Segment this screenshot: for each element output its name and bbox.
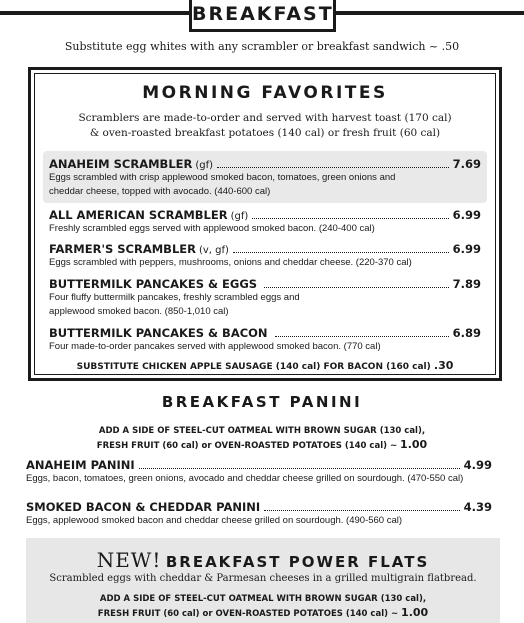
item-description: applewood smoked bacon. (850-1,010 cal)	[49, 306, 229, 317]
item-name: ANAHEIM PANINI	[26, 458, 135, 472]
add-side-line-2	[0, 438, 524, 453]
morning-favorites-title: MORNING FAVORITES	[142, 83, 388, 103]
item-description: Eggs, bacon, tomatoes, green onions, avocado and cheddar cheese grilled on sourdough. (470-550 cal)	[26, 473, 464, 484]
menu-item-farmers-scrambler	[49, 242, 481, 270]
item-tag: (v, gf)	[198, 245, 229, 256]
item-tag: (gf)	[230, 211, 249, 222]
morning-favorites-intro	[35, 111, 495, 141]
power-flats-heading	[26, 548, 500, 572]
new-label: NEW!	[96, 548, 162, 572]
item-name: SMOKED BACON & CHEDDAR PANINI	[26, 500, 261, 514]
add-side-price: 1.00	[401, 606, 429, 619]
item-description: Four made-to-order pancakes served with applewood smoked bacon. (770 cal)	[49, 341, 381, 352]
item-price: 7.89	[452, 277, 481, 291]
menu-item-pancakes-eggs	[49, 277, 481, 319]
item-name: ALL AMERICAN SCRAMBLER	[49, 208, 228, 222]
leader-dots	[264, 510, 459, 511]
item-price: 6.89	[452, 326, 481, 340]
item-name: BUTTERMILK PANCAKES & EGGS	[49, 277, 258, 291]
item-price: 6.99	[452, 242, 481, 256]
item-description: cheddar cheese, topped with avocado. (440-600 cal)	[49, 186, 271, 197]
item-description: Eggs scrambled with crisp applewood smoked bacon, tomatoes, green onions and	[49, 172, 396, 183]
menu-title-box	[189, 0, 336, 32]
item-tag: (gf)	[195, 160, 214, 171]
add-side-line-2-text: FRESH FRUIT (60 cal) or OVEN-ROASTED POTATOES (140 cal) ~	[97, 609, 399, 619]
leader-dots	[264, 287, 449, 288]
item-name: FARMER'S SCRAMBLER	[49, 242, 196, 256]
substitute-sausage-text: SUBSTITUTE CHICKEN APPLE SAUSAGE (140 cal) FOR BACON (160 cal)	[76, 362, 431, 372]
panini-add-side	[0, 425, 524, 453]
leader-dots	[252, 218, 448, 219]
item-description: Freshly scrambled eggs served with applewood smoked bacon. (240-400 cal)	[49, 223, 375, 234]
menu-item-anaheim-scrambler	[43, 151, 487, 203]
panini-title: BREAKFAST PANINI	[161, 393, 363, 411]
morning-favorites-box	[28, 67, 502, 381]
add-side-line-1: ADD A SIDE OF STEEL-CUT OATMEAL WITH BROWN SUGAR (130 cal),	[98, 426, 426, 436]
intro-line-1: Scramblers are made-to-order and served with harvest toast (170 cal)	[78, 112, 452, 124]
menu-item-smoked-bacon-panini	[26, 500, 492, 528]
item-price: 6.99	[452, 208, 481, 222]
leader-dots	[233, 252, 449, 253]
menu-item-all-american-scrambler	[49, 208, 481, 236]
item-name: BUTTERMILK PANCAKES & BACON	[49, 326, 268, 340]
item-description: Eggs, applewood smoked bacon and cheddar cheese grilled on sourdough. (490-560 cal)	[26, 515, 403, 526]
menu-item-anaheim-panini	[26, 458, 492, 486]
intro-line-2: & oven-roasted breakfast potatoes (140 cal) or fresh fruit (60 cal)	[89, 127, 441, 139]
add-side-line-1: ADD A SIDE OF STEEL-CUT OATMEAL WITH BROWN SUGAR (130 cal),	[99, 594, 427, 604]
power-flats-box	[26, 538, 500, 623]
leader-dots	[275, 336, 449, 337]
menu-item-pancakes-bacon	[49, 326, 481, 354]
item-price: 4.99	[463, 458, 492, 472]
add-side-line-2-text: FRESH FRUIT (60 cal) or OVEN-ROASTED POTATOES (140 cal) ~	[96, 441, 398, 451]
morning-favorites-inner	[34, 73, 496, 375]
item-description: Four fluffy buttermilk pancakes, freshly scrambled eggs and	[49, 292, 300, 303]
leader-dots	[139, 468, 460, 469]
leader-dots	[217, 167, 449, 168]
power-flats-description: Scrambled eggs with cheddar & Parmesan cheeses in a grilled multigrain flatbread.	[49, 573, 477, 584]
item-name: ANAHEIM SCRAMBLER	[49, 157, 193, 171]
substitute-sausage-note	[35, 359, 495, 372]
power-flats-title: BREAKFAST POWER FLATS	[165, 553, 430, 571]
item-price: 4.39	[463, 500, 492, 514]
add-side-price: 1.00	[400, 438, 428, 451]
substitute-note: Substitute egg whites with any scrambler or breakfast sandwich ~ .50	[64, 40, 460, 53]
add-side-line-2	[26, 606, 500, 621]
item-price: 7.69	[452, 157, 481, 171]
substitute-sausage-price: .30	[433, 359, 454, 372]
menu-title: BREAKFAST	[192, 3, 334, 25]
power-flats-add-side	[26, 593, 500, 621]
item-description: Eggs scrambled with peppers, mushrooms, onions and cheddar cheese. (220-370 cal)	[49, 257, 412, 268]
